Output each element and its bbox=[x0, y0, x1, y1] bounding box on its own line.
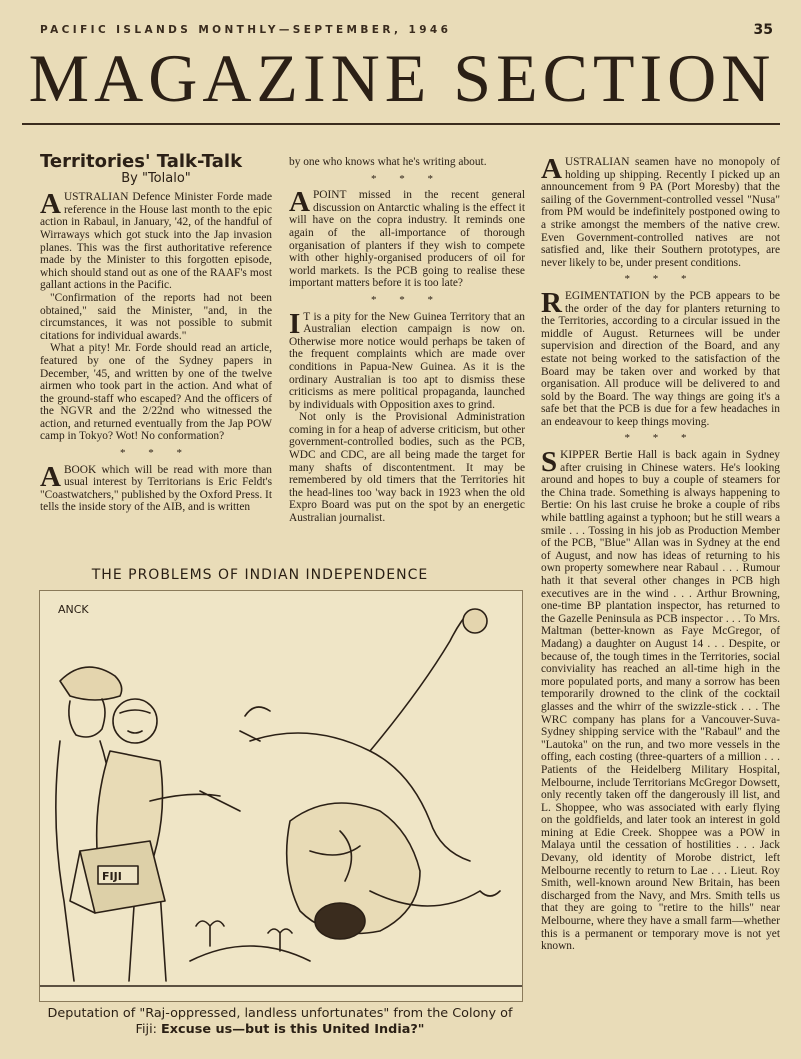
masthead: MAGAZINE SECTION bbox=[28, 40, 776, 116]
paragraph: "Confirmation of the reports had not been obtained," said the Minister, "and, in the circumstances, it was not possible to submit citations for individual awards." bbox=[40, 291, 272, 342]
paragraph: POINT missed in the recent general discussion on Antarctic whaling is the effect it will have on the copra industry. It reminds one again of the all-importance of thorough organisation of planters if they wish to compete with other highly-organised producers of oil for world markets. Is the PCB going to realise these important matters before it is too late? bbox=[289, 189, 525, 290]
page-number: 35 bbox=[753, 22, 773, 38]
cartoon-illustration bbox=[39, 590, 523, 1002]
paragraph: T is a pity for the New Guinea Territory that an Australian election campaign is now on. Otherwise more notice would perhaps be taken of the frequent complaints which are made over conditions in Papua-New Guinea. As it is the ordinary Australian is too apt to dismiss these criticisms as mere political propaganda, launched by individuals with Opposition axes to grind. bbox=[289, 310, 525, 411]
paragraph: KIPPER Bertie Hall is back again in Sydney after cruising in Chinese waters. He's looking around and hopes to buy a couple of steamers for the China trade. Something is always happening to Bertie: On his last cruise he broke a couple of ribs while battling against a typhoon; but he still wears a smile . . . Tossing in his job as Production Member of the PCB, "Blue" Allan was in Sydney at the end of August, and now has ideas of returning to his own property somewhere near Rabaul . . . Rumour hath it that several other changes in PCB high executives are in the wind . . . Arthur Browning, one-time BP plantation inspector, has returned to the Gazelle Peninsula as PCB inspector . . . To Mrs. Maltman (better-known as Faye McGregor, of Madang) a daughter on August 14 . . . Despite, or because of, the tough times in the Territories, social conviviality has reached an all-time high in the more populated ports, and many a sorrow has been temporarily drowned to the clink of the cocktail glasses and the whirr of the swizzle-stick . . . The WRC company has plans for a Vancouver-Suva-Sydney shipping service with the "Rabaul" and the "Lautoka" on the run, and two more vessels in the offing, each costing (three-quarters of a million . . . Patients of the Heidelberg Military Hospital, Melbourne, include Territorians McGregor Dowsett, only recently taken off the dangerously ill list, and L. Shoppee, who was associated with early flying on the goldfields, and later took an interest in gold mining at Edie Creek. Shoppee was a POW in Malaya until the cessation of hostilities . . . Jack Devany, old identity of Morobe district, left Melbourne recently to return to Lae . . . Lieut. Roy Smith, well-known around New Britain, has been discharged from the Navy, and Mrs. Smith tells us that they are going to "retire to the hills" near Melbourne, where they have a small farm—whether this is a permanent or temporary move is not yet known. bbox=[541, 449, 780, 953]
cartoon-drawing bbox=[40, 591, 522, 1001]
drop-cap: R bbox=[541, 286, 562, 319]
caption-punchline: Excuse us—but is this United India?" bbox=[161, 1022, 425, 1037]
drop-cap: A bbox=[289, 186, 310, 219]
article-title: Territories' Talk-Talk bbox=[40, 151, 243, 172]
drop-cap: A bbox=[40, 188, 61, 221]
fiji-label: FIJI bbox=[102, 870, 122, 883]
cartoon-title: THE PROBLEMS OF INDIAN INDEPENDENCE bbox=[91, 567, 429, 583]
drop-cap: I bbox=[289, 307, 301, 340]
column-2 bbox=[289, 156, 525, 525]
section-separator: * * * bbox=[371, 172, 443, 185]
byline: By "Tolalo" bbox=[121, 170, 191, 186]
column-1 bbox=[40, 151, 273, 514]
paragraph: BOOK which will be read with more than usual interest by Territorians is Eric Feldt's "Coastwatchers," published by the Oxford Press. It tells the inside story of the AIB, and is written bbox=[40, 463, 273, 514]
cartoon-signature: ANCK bbox=[58, 603, 89, 616]
section-separator: * * * bbox=[120, 447, 192, 460]
paragraph: by one who knows what he's writing about. bbox=[289, 156, 487, 168]
section-separator: * * * bbox=[371, 293, 443, 306]
drop-cap: A bbox=[541, 153, 562, 185]
paragraph: What a pity! Mr. Forde should read an article, featured by one of the Sydney papers in December, '45, and written by one of the twelve airmen who took part in the action. And what of the ground-staff who escaped? And the officers of the NGVR and the 2/22nd who witnessed the action, and returned eventually from the Jap POW camp in Tokyo? Wot! No conformation? bbox=[40, 342, 272, 443]
cartoon-caption bbox=[36, 1006, 524, 1038]
paragraph: EGIMENTATION by the PCB appears to be the order of the day for planters returning to the Territories, according to a circular issued in the middle of August. Returnees will be under supervision and direction of the Board, and any estate not being worked to the satisfaction of the Board may be taken over and worked by that organisation. All produce will be delivered to and sold by the Board. The way things are going it's a safe bet that the PCB is due for a few headaches in an endeavour to keep things moving. bbox=[541, 289, 780, 428]
paragraph: USTRALIAN Defence Minister Forde made reference in the House last month to the epic action in Rabaul, in January, '42, of the handful of Wirraways which got stuck into the Jap invasion planes. This was the first authoritative reference made by the Minister to this forgotten episode, which should stand out as one of the RAAF's most gallant actions in the Pacific. bbox=[40, 191, 272, 292]
masthead-rule bbox=[22, 123, 780, 125]
drop-cap: S bbox=[541, 446, 558, 479]
paragraph: Not only is the Provisional Administration coming in for a heap of adverse criticism, but other government-controlled bodies, such as the PCB, WDC and CDC, are all being made the target for many shafts of discontentment. It may be remembered by old timers that the Territories hit the head-lines too 'way back in 1923 when the old Expro Board was put on the spot by an energetic Australian journalist. bbox=[289, 411, 525, 525]
caption-text: Deputation of "Raj-oppressed, landless unfortunates" from the Colony of Fiji: bbox=[47, 1006, 513, 1037]
paragraph: USTRALIAN seamen have no monopoly of holding up shipping. Recently I picked up an announcement from 9 PA (Port Moresby) that the sailing of the Government-controlled vessel "Nusa" from PM would be indefinitely postponed owing to a strike amongst the members of the native crew. Even Government-controlled natives are not satisfied and, like their Southern prototypes, are never likely to be, under present conditions. bbox=[541, 156, 780, 269]
column-3 bbox=[541, 153, 780, 953]
section-separator: * * * bbox=[624, 273, 697, 286]
running-head: PACIFIC ISLANDS MONTHLY—SEPTEMBER, 1946 bbox=[40, 24, 452, 36]
drop-cap: A bbox=[40, 460, 61, 493]
section-separator: * * * bbox=[624, 432, 697, 445]
